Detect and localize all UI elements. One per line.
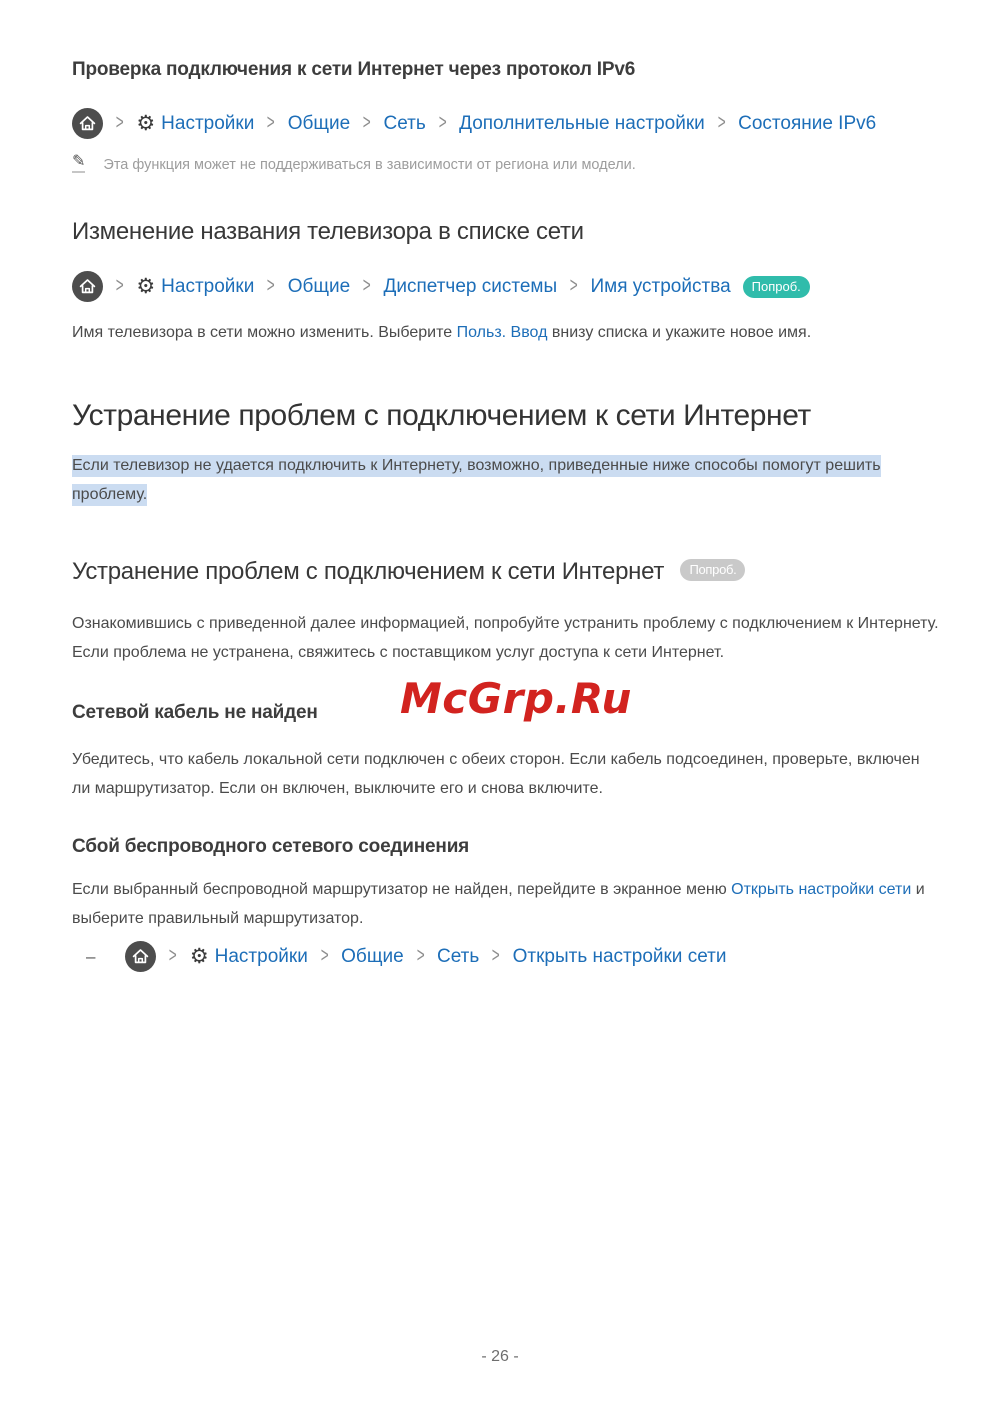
chevron-separator-icon: > <box>569 274 578 297</box>
breadcrumb-item-open-network-settings[interactable]: Открыть настройки сети <box>512 945 727 967</box>
chapter-intro <box>72 451 940 509</box>
highlighted-text: Если телевизор не удается подключить к Интернету, возможно, приведенные ниже способы помогут решить проблему. <box>72 455 881 506</box>
home-icon[interactable] <box>125 941 156 972</box>
paragraph-troubleshoot: Ознакомившись с приведенной далее информацией, попробуйте устранить проблему с подключением к Интернету. Если проблема не устранена, свяжитесь с поставщиком услуг доступа к сети Интернет. <box>72 615 939 661</box>
note-text: Эта функция может не поддерживаться в зависимости от региона или модели. <box>103 157 636 173</box>
page-number: - 26 - <box>481 1348 519 1365</box>
subsection-title-cable: Сетевой кабель не найден <box>72 702 318 723</box>
try-now-badge: Попроб. <box>743 276 810 298</box>
gear-icon: ⚙ <box>136 274 156 298</box>
home-icon[interactable] <box>72 108 103 139</box>
chevron-separator-icon: > <box>169 944 178 967</box>
paragraph-rename: Имя телевизора в сети можно изменить. Выберите Польз. Ввод внизу списка и укажите новое имя. <box>72 324 812 341</box>
subsection-title-wireless: Сбой беспроводного сетевого соединения <box>72 836 470 857</box>
chevron-separator-icon: > <box>438 111 447 134</box>
open-network-settings-link[interactable]: Открыть настройки сети <box>731 881 912 898</box>
breadcrumb-item-ipv6-status[interactable]: Состояние IPv6 <box>738 112 877 134</box>
breadcrumb-ipv6 <box>72 108 940 139</box>
chevron-separator-icon: > <box>267 274 275 297</box>
chevron-separator-icon: > <box>416 944 425 967</box>
chevron-separator-icon: > <box>491 944 500 967</box>
chevron-separator-icon: > <box>115 111 124 134</box>
breadcrumb-item-network[interactable]: Сеть <box>383 112 426 134</box>
breadcrumb-item-system-manager[interactable]: Диспетчер системы <box>383 275 558 297</box>
paragraph-cable: Убедитесь, что кабель локальной сети подключен с обеих сторон. Если кабель подсоединен, проверьте, включен ли маршрутизатор. Если он включен, выключите его и снова включите. <box>72 751 920 797</box>
note-region-model <box>72 151 940 175</box>
pencil-icon: ✎ <box>72 153 85 173</box>
list-dash: – <box>86 946 96 966</box>
breadcrumb-label: Настройки <box>161 275 255 297</box>
paragraph-wireless: Если выбранный беспроводной маршрутизатор не найден, перейдите в экранное меню Открыть настройки сети и выберите правильный маршрутизатор. <box>72 881 925 927</box>
breadcrumb-item-network[interactable]: Сеть <box>436 945 480 967</box>
section-title-ipv6: Проверка подключения к сети Интернет через протокол IPv6 <box>72 59 636 80</box>
breadcrumb-label: Настройки <box>214 945 308 967</box>
breadcrumb-item-general[interactable]: Общие <box>287 275 351 297</box>
breadcrumb-item-settings[interactable] <box>190 946 308 968</box>
gear-icon: ⚙ <box>136 111 156 135</box>
breadcrumb-item-general[interactable]: Общие <box>341 945 404 967</box>
user-input-link[interactable]: Польз. Ввод <box>456 324 548 341</box>
chevron-separator-icon: > <box>362 111 371 134</box>
try-now-badge: Попроб. <box>680 559 745 581</box>
chevron-separator-icon: > <box>362 274 371 297</box>
section-title-troubleshoot: Устранение проблем с подключением к сети Интернет Попроб. <box>72 557 940 587</box>
home-icon[interactable] <box>72 271 103 302</box>
breadcrumb-rename <box>72 271 940 302</box>
gear-icon: ⚙ <box>189 944 209 968</box>
breadcrumb-label: Настройки <box>161 112 255 134</box>
chevron-separator-icon: > <box>320 944 329 967</box>
breadcrumb-item-settings[interactable] <box>136 276 254 298</box>
breadcrumb-wireless <box>72 941 940 972</box>
site-watermark: McGrp.Ru <box>400 674 632 723</box>
chapter-title: Устранение проблем с подключением к сети Интернет <box>72 399 811 432</box>
breadcrumb-item-expert-settings[interactable]: Дополнительные настройки <box>459 112 705 134</box>
chevron-separator-icon: > <box>267 111 275 134</box>
breadcrumb-item-settings[interactable] <box>136 113 254 135</box>
section-title-rename: Изменение названия телевизора в списке сети <box>72 218 584 245</box>
chevron-separator-icon: > <box>115 274 124 297</box>
chevron-separator-icon: > <box>717 111 726 134</box>
breadcrumb-item-general[interactable]: Общие <box>287 112 351 134</box>
breadcrumb-item-device-name[interactable]: Имя устройства <box>590 275 731 297</box>
